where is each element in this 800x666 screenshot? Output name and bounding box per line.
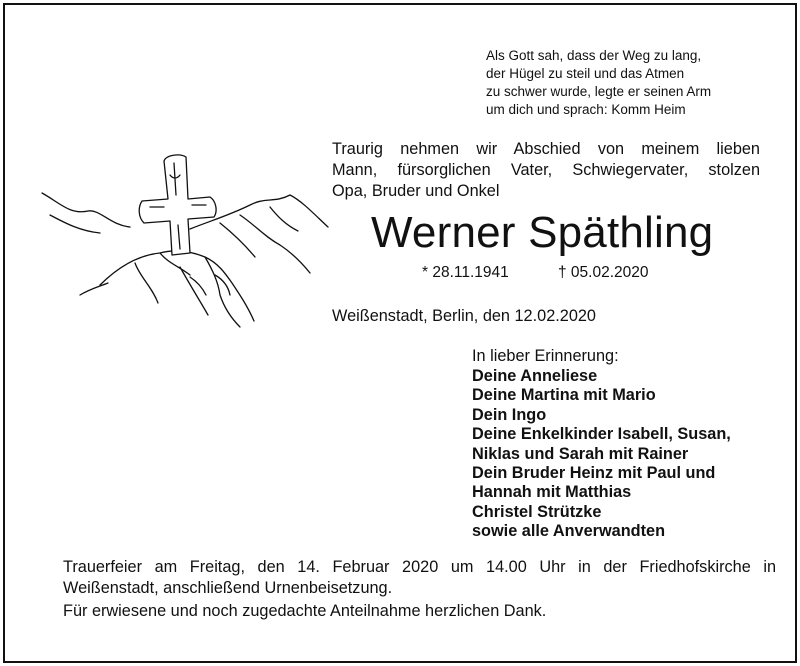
service-line: Weißenstadt, anschließend Urnenbeisetzung. xyxy=(63,579,393,597)
thanks-text: Für erwiesene und noch zugedachte Anteilnahme herzlichen Dank. xyxy=(63,602,547,620)
mourner-line: Deine Martina mit Mario xyxy=(472,386,656,405)
mourner-line: Deine Enkelkinder Isabell, Susan, xyxy=(472,425,731,444)
mourners-list xyxy=(472,367,772,542)
mourner-line: Deine Anneliese xyxy=(472,367,598,385)
mourner-line: Christel Strützke xyxy=(472,502,602,521)
intro-line: Mann, fürsorglichen Vater, Schwiegervater, stolzen xyxy=(332,161,760,179)
mourner-line: Hannah mit Matthias xyxy=(472,483,632,502)
mourner-line: Dein Bruder Heinz mit Paul und xyxy=(472,464,716,483)
intro-line: Opa, Bruder und Onkel xyxy=(332,182,500,200)
service-line: Trauerfeier am Freitag, den 14. Februar 2020 um 14.00 Uhr in der Friedhofskirche in xyxy=(63,558,776,576)
poem-line: um dich und sprach: Komm Heim xyxy=(486,102,686,117)
mourner-line: sowie alle Anverwandten xyxy=(472,522,666,541)
memory-label: In lieber Erinnerung: xyxy=(472,347,619,365)
place-and-date: Weißenstadt, Berlin, den 12.02.2020 xyxy=(332,307,596,325)
death-date: † 05.02.2020 xyxy=(558,264,649,281)
intro-line: Traurig nehmen wir Abschied von meinem lieben xyxy=(332,140,760,158)
mourner-line: Niklas und Sarah mit Rainer xyxy=(472,444,689,463)
deceased-name: Werner Späthling xyxy=(371,208,714,257)
intro-text xyxy=(332,139,760,202)
birth-date: * 28.11.1941 xyxy=(422,264,509,281)
obituary-frame xyxy=(3,3,797,663)
mourner-line: Dein Ingo xyxy=(472,405,547,424)
poem-line: zu schwer wurde, legte er seinen Arm xyxy=(486,84,712,99)
poem-line: der Hügel zu steil und das Atmen xyxy=(486,66,685,81)
cross-on-mountain-icon xyxy=(40,145,330,335)
funeral-service-text xyxy=(63,557,776,599)
poem-line: Als Gott sah, dass der Weg zu lang, xyxy=(486,48,702,63)
poem xyxy=(486,47,776,119)
